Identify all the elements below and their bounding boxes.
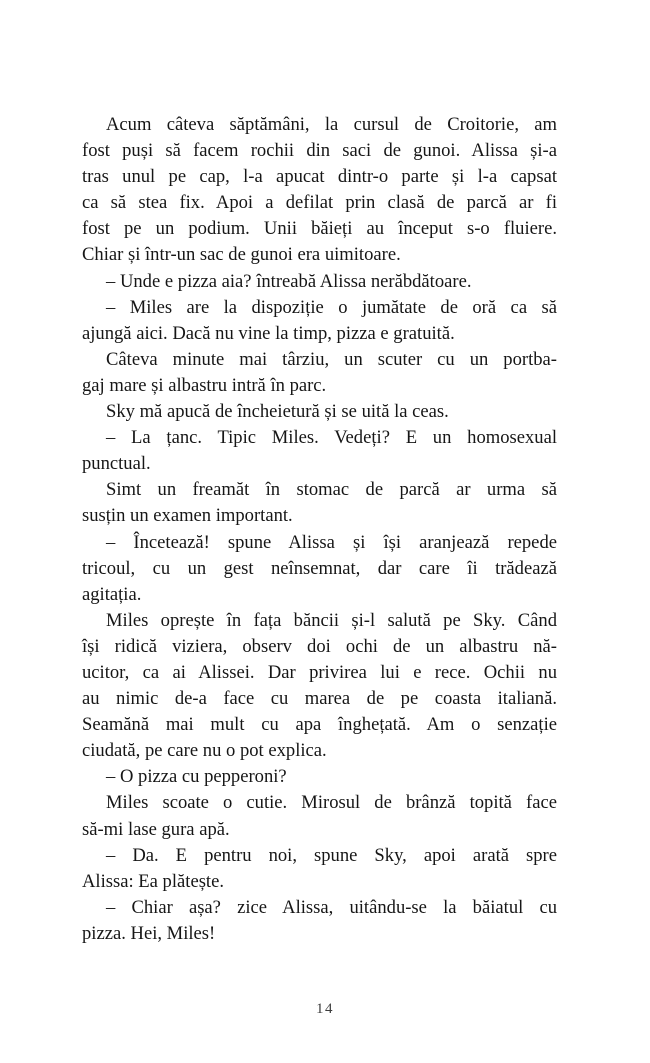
text-line: Simt un freamăt în stomac de parcă ar urma să	[106, 479, 557, 501]
text-line: fost pe un podium. Unii băieți au început s-o fluiere.	[82, 218, 557, 240]
text-line: – O pizza cu pepperoni?	[106, 766, 287, 788]
text-line: ca să stea fix. Apoi a defilat prin clasă de parcă ar fi	[82, 192, 557, 214]
text-line: Sky mă apucă de încheietură și se uită la ceas.	[106, 401, 449, 423]
text-line: ajungă aici. Dacă nu vine la timp, pizza e gratuită.	[82, 322, 455, 344]
text-line: Alissa: Ea plătește.	[82, 870, 224, 892]
paragraph	[82, 608, 557, 765]
text-line: – Da. E pentru noi, spune Sky, apoi arată spre	[106, 844, 557, 866]
text-line: susțin un examen important.	[82, 505, 293, 527]
text-line: – Chiar așa? zice Alissa, uitându-se la băiatul cu	[106, 896, 557, 918]
page-number: 14	[316, 1001, 334, 1017]
text-line: tricoul, cu un gest neînsemnat, dar care îi trădează	[82, 557, 557, 579]
text-line: – Încetează! spune Alissa și își aranjează repede	[106, 531, 557, 553]
paragraph	[82, 269, 557, 295]
text-line: Acum câteva săptămâni, la cursul de Croitorie, am	[106, 114, 557, 135]
text-line: fost puși să facem rochii din saci de gunoi. Alissa și-a	[82, 140, 557, 162]
paragraph	[82, 790, 557, 842]
text-line: ucitor, ca ai Alissei. Dar privirea lui e rece. Ochii nu	[82, 661, 557, 683]
text-line: agitația.	[82, 583, 142, 605]
text-line: pizza. Hei, Miles!	[82, 922, 216, 944]
text-line: – La țanc. Tipic Miles. Vedeți? E un homosexual	[106, 427, 557, 449]
paragraph	[82, 843, 557, 895]
text-line: Miles oprește în fața băncii și-l salută pe Sky. Când	[106, 609, 557, 631]
text-line: gaj mare și albastru intră în parc.	[82, 374, 327, 396]
text-line: Miles scoate o cutie. Mirosul de brânză topită face	[106, 792, 557, 814]
text-line: tras unul pe cap, l-a apucat dintr-o parte și l-a capsat	[82, 166, 557, 188]
text-line: punctual.	[82, 453, 151, 475]
text-line: Câteva minute mai târziu, un scuter cu un portba-	[106, 348, 557, 370]
text-line: își ridică viziera, observ doi ochi de un albastru nă-	[82, 635, 557, 657]
text-line: – Unde e pizza aia? întreabă Alissa nerăbdătoare.	[106, 270, 472, 292]
paragraph	[82, 764, 557, 790]
paragraph	[82, 477, 557, 529]
text-line: ciudată, pe care nu o pot explica.	[82, 740, 327, 762]
text-line: Seamănă mai mult cu apa înghețată. Am o senzație	[82, 714, 557, 736]
paragraph	[82, 347, 557, 399]
paragraph	[82, 530, 557, 608]
text-line: – Miles are la dispoziție o jumătate de oră ca să	[106, 296, 557, 318]
text-block	[82, 112, 557, 947]
paragraph	[82, 295, 557, 347]
text-line: Chiar și într-un sac de gunoi era uimitoare.	[82, 244, 401, 266]
paragraph	[82, 399, 557, 425]
text-line: au nimic de-a face cu marea de pe coasta italiană.	[82, 688, 557, 710]
paragraph	[82, 425, 557, 477]
paragraph	[82, 112, 557, 269]
text-line: să-mi lase gura apă.	[82, 818, 230, 840]
paragraph	[82, 895, 557, 947]
